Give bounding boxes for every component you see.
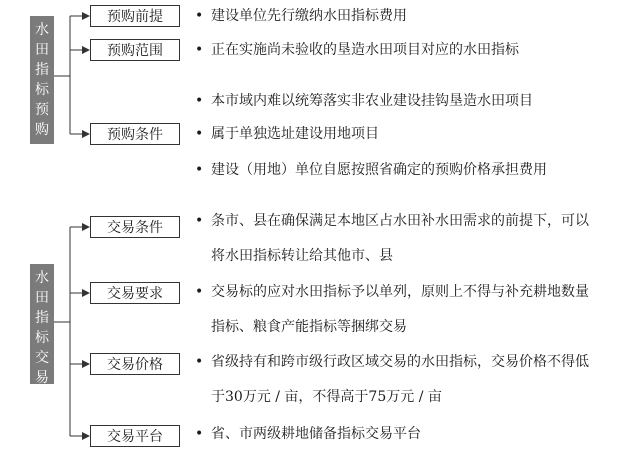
bullet-text: 省级持有和跨市级行政区域交易的水田指标，交易价格不得低 [211, 354, 589, 370]
node-prepurchase-scope: 预购范围 [90, 39, 180, 61]
bullet-dot: • [195, 284, 204, 300]
bullet-dot: • [195, 426, 204, 442]
bullet-text: 本市域内难以统筹落实非农业建设挂钩垦造水田项目 [211, 93, 533, 109]
root-char: 水 [35, 22, 49, 38]
node-trade-platform: 交易平台 [90, 425, 180, 447]
bullet-text-continued: 指标、粮食产能指标等捆绑交易 [211, 319, 407, 335]
bullet-dot: • [195, 8, 204, 24]
bullet-item [195, 159, 547, 181]
bullet-text: 属于单独选址建设用地项目 [211, 126, 379, 142]
root-node-water-field-prepurchase [30, 16, 54, 144]
bullet-item [195, 90, 533, 112]
root-char: 指 [35, 310, 49, 326]
bullet-dot: • [195, 93, 204, 109]
bullet-dot: • [195, 162, 204, 178]
bullet-dot: • [195, 354, 204, 370]
bullet-text: 省、市两级耕地储备指标交易平台 [211, 426, 421, 442]
group1-connectors [54, 16, 89, 134]
root-char: 水 [35, 270, 49, 286]
node-trade-requirements: 交易要求 [90, 282, 180, 304]
bullet-dot: • [195, 126, 204, 142]
bullet-text: 交易标的应对水田指标予以单列，原则上不得与补充耕地数量 [211, 284, 589, 300]
root-char: 购 [35, 122, 49, 138]
group2-connectors [54, 227, 89, 436]
root-char: 田 [35, 42, 49, 58]
bullet-item [195, 5, 407, 27]
bullet-item [195, 123, 379, 145]
bullet-item [195, 423, 421, 445]
root-char: 预 [35, 102, 49, 118]
root-char: 易 [35, 370, 49, 386]
root-char: 标 [35, 330, 49, 346]
bullet-text-continued: 于30万元 / 亩，不得高于75万元 / 亩 [211, 389, 442, 405]
bullet-item [195, 210, 589, 232]
node-prepurchase-premise: 预购前提 [90, 5, 180, 27]
root-node-water-field-trading [30, 264, 54, 384]
bullet-item [195, 281, 589, 303]
node-trade-price: 交易价格 [90, 353, 180, 375]
root-char: 田 [35, 290, 49, 306]
bullet-item [195, 39, 519, 61]
bullet-item [195, 351, 589, 373]
root-char: 交 [35, 350, 49, 366]
bullet-text: 建设单位先行缴纳水田指标费用 [211, 8, 407, 24]
root-char: 标 [35, 82, 49, 98]
node-trade-conditions: 交易条件 [90, 216, 180, 238]
node-prepurchase-conditions: 预购条件 [90, 123, 180, 145]
root-char: 指 [35, 62, 49, 78]
bullet-text: 正在实施尚未验收的垦造水田项目对应的水田指标 [211, 42, 519, 58]
bullet-text-continued: 将水田指标转让给其他市、县 [211, 248, 393, 264]
bullet-text: 条市、县在确保满足本地区占水田补水田需求的前提下，可以 [211, 213, 589, 229]
bullet-dot: • [195, 42, 204, 58]
bullet-dot: • [195, 213, 204, 229]
bullet-text: 建设（用地）单位自愿按照省确定的预购价格承担费用 [211, 162, 547, 178]
